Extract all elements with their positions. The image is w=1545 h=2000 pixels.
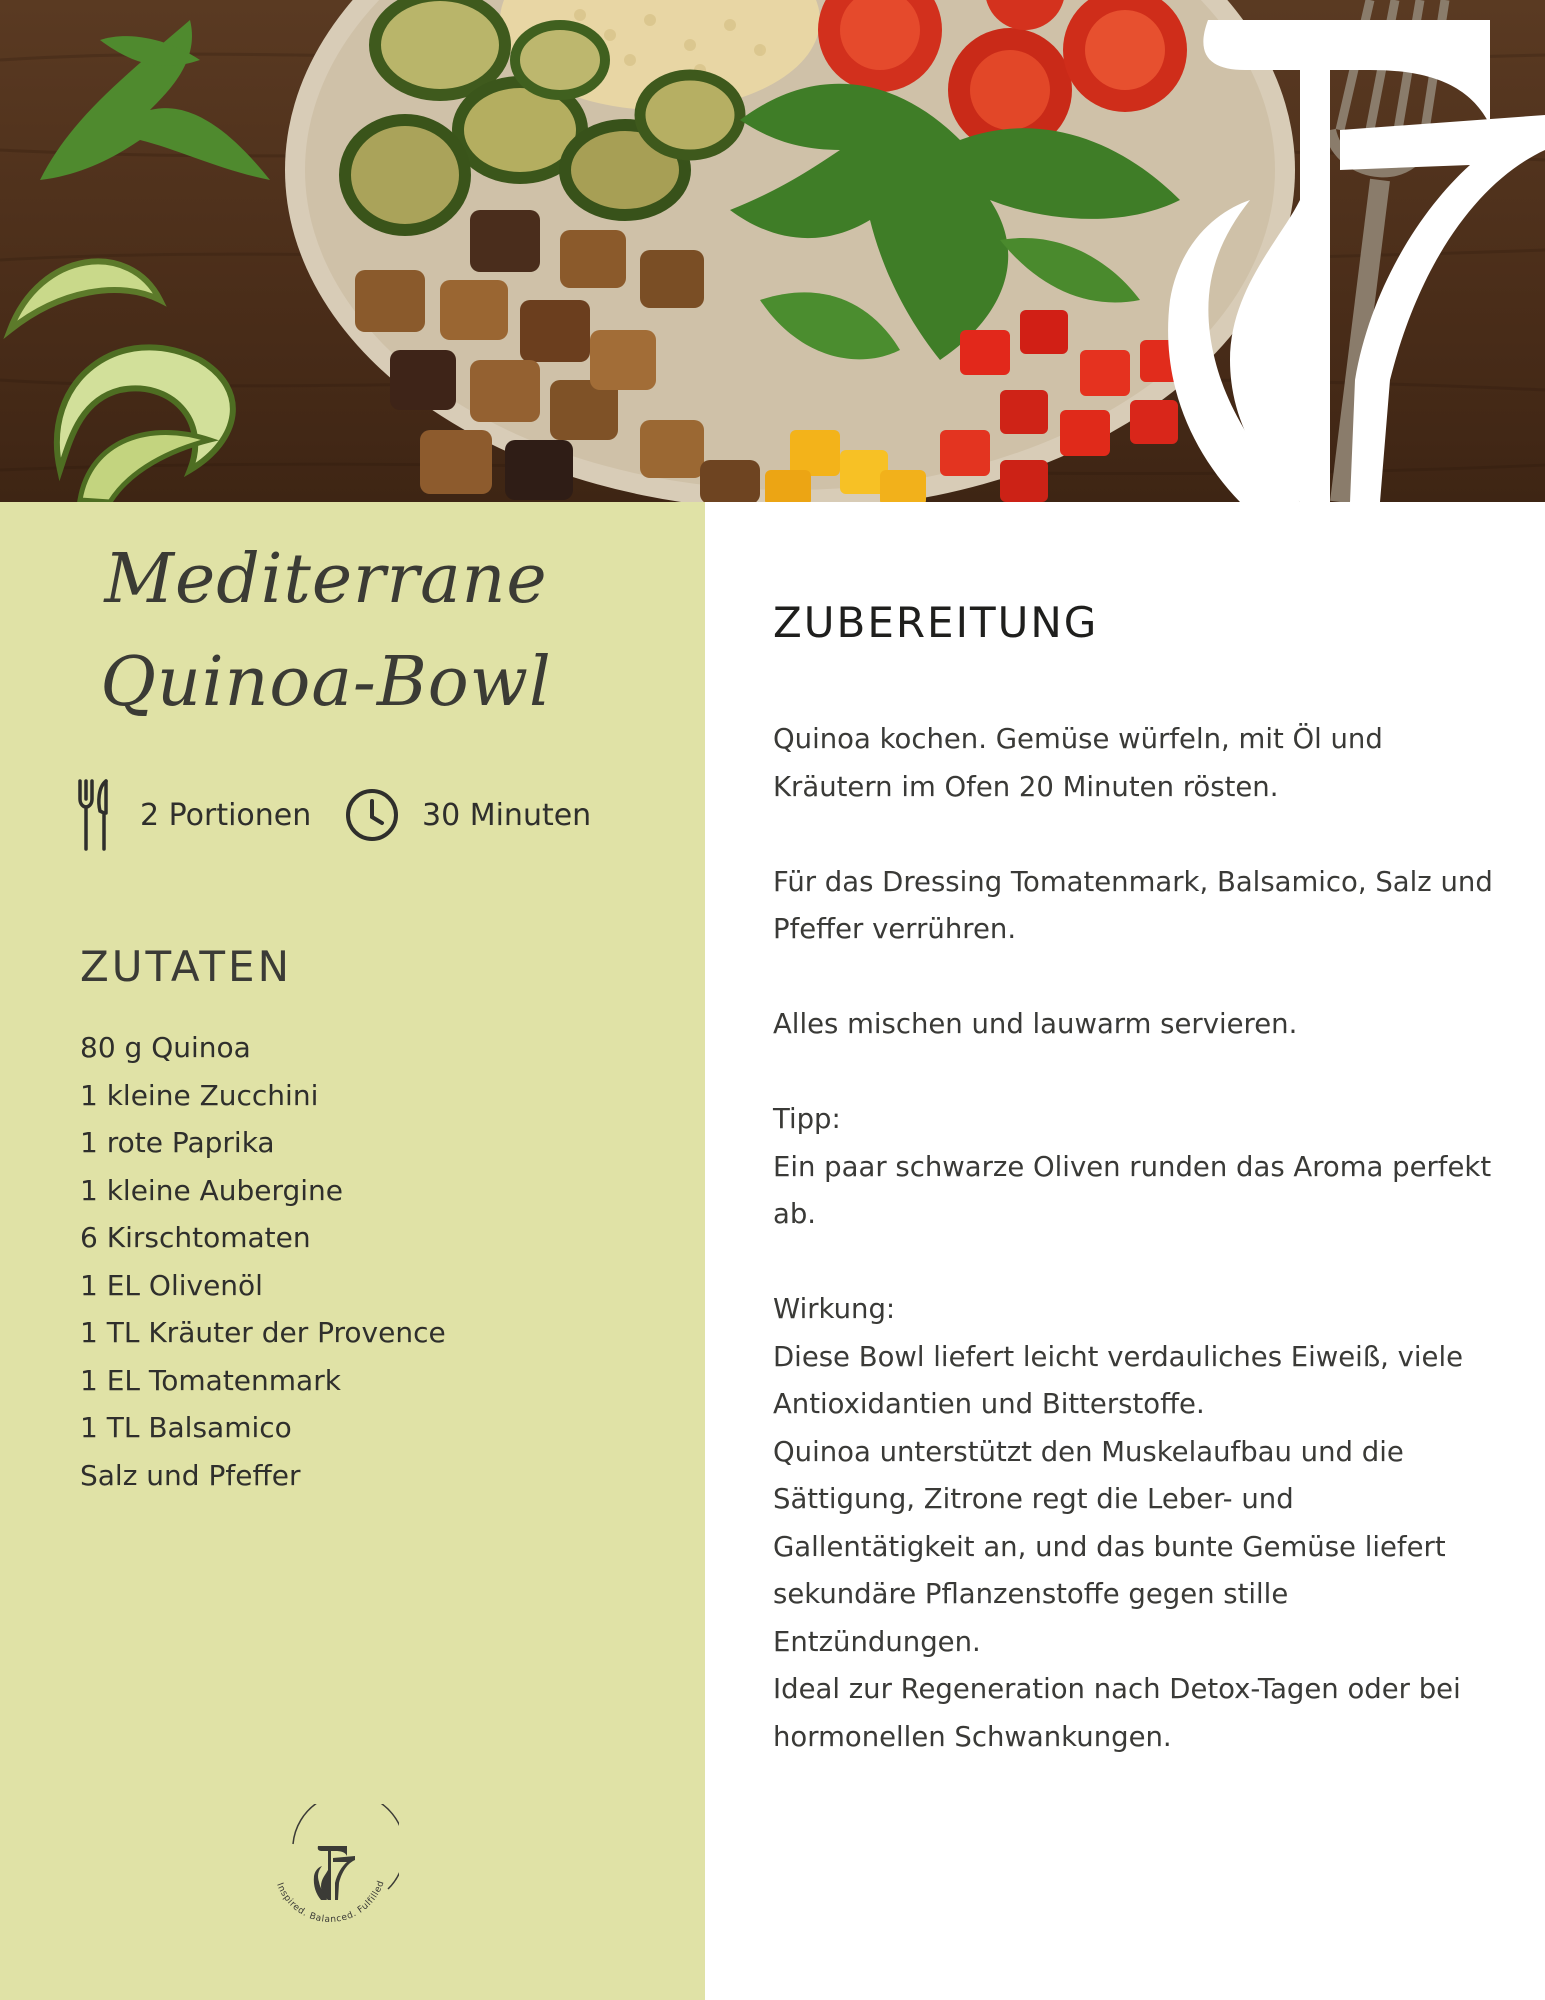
effect-text: Ideal zur Regeneration nach Detox-Tagen oder bei hormonellen Schwankungen. <box>773 1673 1461 1753</box>
food-bowl-illustration <box>0 0 1545 502</box>
ingredients-panel <box>0 502 705 2000</box>
portions-label: 2 Portionen <box>140 797 312 833</box>
prep-step: Alles mischen und lauwarm servieren. <box>773 1008 1298 1040</box>
ingredient-item: 6 Kirschtomaten <box>80 1221 311 1254</box>
time-info <box>344 775 591 855</box>
ingredient-item: 1 EL Tomatenmark <box>80 1363 341 1397</box>
ingredient-item: 1 EL Olivenöl <box>80 1268 263 1302</box>
effect-text: Quinoa unterstützt den Muskelaufbau und die Sättigung, Zitrone regt die Leber- und Gallentätigkeit an, und das bunte Gemüse liefert sekundäre Pflanzenstoffe gegen stille Entzündungen. <box>773 1435 1446 1658</box>
clock-icon <box>344 787 400 843</box>
ingredient-item: 1 rote Paprika <box>80 1126 275 1159</box>
ingredient-item: 1 TL Kräuter der Provence <box>80 1316 446 1349</box>
effect-text: Diese Bowl liefert leicht verdauliches Eiweiß, viele Antioxidantien und Bitterstoffe. <box>773 1340 1464 1420</box>
preparation-panel <box>705 502 1545 2000</box>
preparation-heading: ZUBEREITUNG <box>773 598 1099 647</box>
time-label: 30 Minuten <box>422 797 592 833</box>
preparation-text <box>773 716 1493 1761</box>
cutlery-icon <box>76 777 112 853</box>
ingredient-item: 80 g Quinoa <box>80 1031 251 1064</box>
svg-text:Inspired. Balanced. Fulfilled. <box>263 1804 387 1925</box>
prep-step: Quinoa kochen. Gemüse würfeln, mit Öl und Kräutern im Ofen 20 Minuten rösten. <box>773 723 1383 803</box>
recipe-title-line2: Quinoa-Bowl <box>100 643 552 722</box>
prep-step: Für das Dressing Tomatenmark, Balsamico, Salz und Pfeffer verrühren. <box>773 865 1493 945</box>
badge-motto: Inspired. Balanced. Fulfilled <box>274 1879 387 1925</box>
ingredient-item: 1 TL Balsamico <box>80 1411 292 1444</box>
hero-photo <box>0 0 1545 502</box>
effect-label: Wirkung: <box>773 1293 896 1325</box>
ingredient-item: 1 kleine Zucchini <box>80 1078 319 1112</box>
ingredients-heading: ZUTATEN <box>80 942 292 991</box>
portions-info <box>76 775 311 855</box>
ingredients-list <box>80 1024 446 1499</box>
monogram-logo-small <box>314 1846 355 1900</box>
tip-text: Ein paar schwarze Oliven runden das Aroma perfekt ab. <box>773 1150 1492 1230</box>
brand-badge-logo <box>263 1804 399 1940</box>
recipe-title-line1: Mediterrane <box>104 540 548 619</box>
ingredient-item: Salz und Pfeffer <box>80 1458 301 1492</box>
ingredient-item: 1 kleine Aubergine <box>80 1173 344 1207</box>
tip-label: Tipp: <box>773 1103 841 1135</box>
